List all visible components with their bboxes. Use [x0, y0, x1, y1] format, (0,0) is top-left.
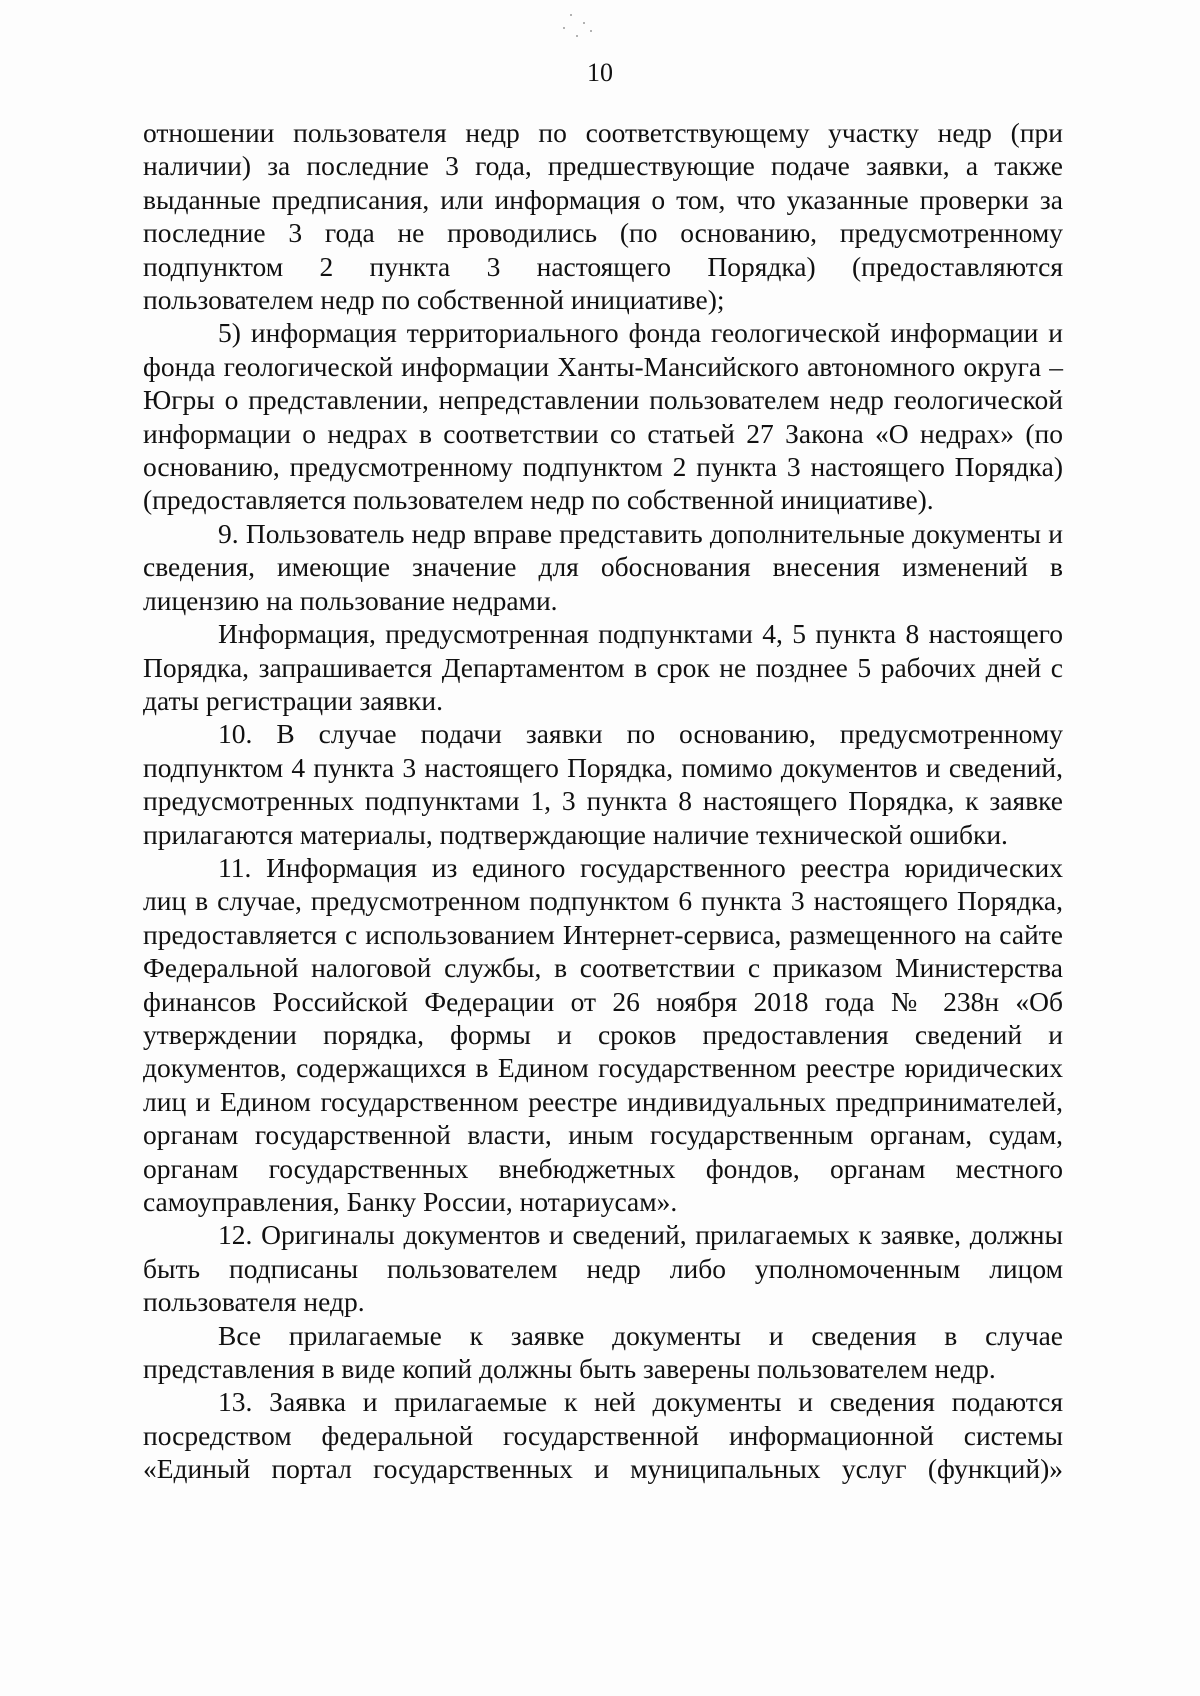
scan-speck: [576, 35, 578, 37]
paragraph-continuation: отношении пользователя недр по соответствующему участку недр (при наличии) за последние 3 года, предшествующие подаче заявки, а также выданные предписания, или информация о том, что указанные проверки за последние 3 года не проводились (по основанию, предусмотренному подпунктом 2 пункта 3 настоящего Порядка) (предоставляются пользователем недр по собственной инициативе);: [143, 117, 1063, 316]
scan-speck: [563, 27, 565, 29]
paragraph-clause-9: 9. Пользователь недр вправе представить дополнительные документы и сведения, имеющие значение для обоснования внесения изменений в лицензию на пользование недрами.: [143, 517, 1063, 616]
page-number: 10: [587, 58, 613, 87]
scan-speck: [583, 22, 585, 24]
paragraph-clause-10: 10. В случае подачи заявки по основанию, предусмотренному подпунктом 4 пункта 3 настоящего Порядка, помимо документов и сведений, предусмотренных подпунктами 1, 3 пункта 8 настоящего Порядка, к заявке прилагаются материалы, подтверждающие наличие технической ошибки.: [143, 718, 1063, 850]
scan-speck: [570, 14, 572, 16]
paragraph-clause-12: 12. Оригиналы документов и сведений, прилагаемых к заявке, должны быть подписаны пользователем недр либо уполномоченным лицом пользователя недр.: [143, 1219, 1063, 1318]
paragraph-clause-13: 13. Заявка и прилагаемые к ней документы и сведения подаются посредством федеральной государственной информационной системы «Единый портал государственных и муниципальных услуг (функций)»: [143, 1386, 1063, 1485]
paragraph-clause-9-information: Информация, предусмотренная подпунктами 4, 5 пункта 8 настоящего Порядка, запрашивается Департаментом в срок не позднее 5 рабочих дней с даты регистрации заявки.: [143, 618, 1063, 716]
paragraph-clause-12-copies: Все прилагаемые к заявке документы и сведения в случае представления в виде копий должны быть заверены пользователем недр.: [143, 1319, 1063, 1385]
document-body: [143, 116, 1063, 1486]
paragraph-clause-11: 11. Информация из единого государственного реестра юридических лиц в случае, предусмотренном подпунктом 6 пункта 3 настоящего Порядка, предоставляется с использованием Интернет-сервиса, размещенного на сайте Федеральной налоговой службы, в соответствии с приказом Министерства финансов Российской Федерации от 26 ноября 2018 года № 238н «Об утверждении порядка, формы и сроков предоставления сведений и документов, содержащихся в Едином государственном реестре юридических лиц и Едином государственном реестре индивидуальных предпринимателей, органам государственной власти, иным государственным органам, судам, органам государственных внебюджетных фондов, органам местного самоуправления, Банку России, нотариусам».: [143, 851, 1063, 1217]
paragraph-item-5: 5) информация территориального фонда геологической информации и фонда геологической информации Ханты-Мансийского автономного округа – Югры о представлении, непредставлении пользователем недр геологической информации о недрах в соответствии со статьей 27 Закона «О недрах» (по основанию, предусмотренному подпунктом 2 пункта 3 настоящего Порядка) (предоставляется пользователем недр по собственной инициативе).: [143, 317, 1063, 516]
scan-speck: [590, 30, 592, 32]
